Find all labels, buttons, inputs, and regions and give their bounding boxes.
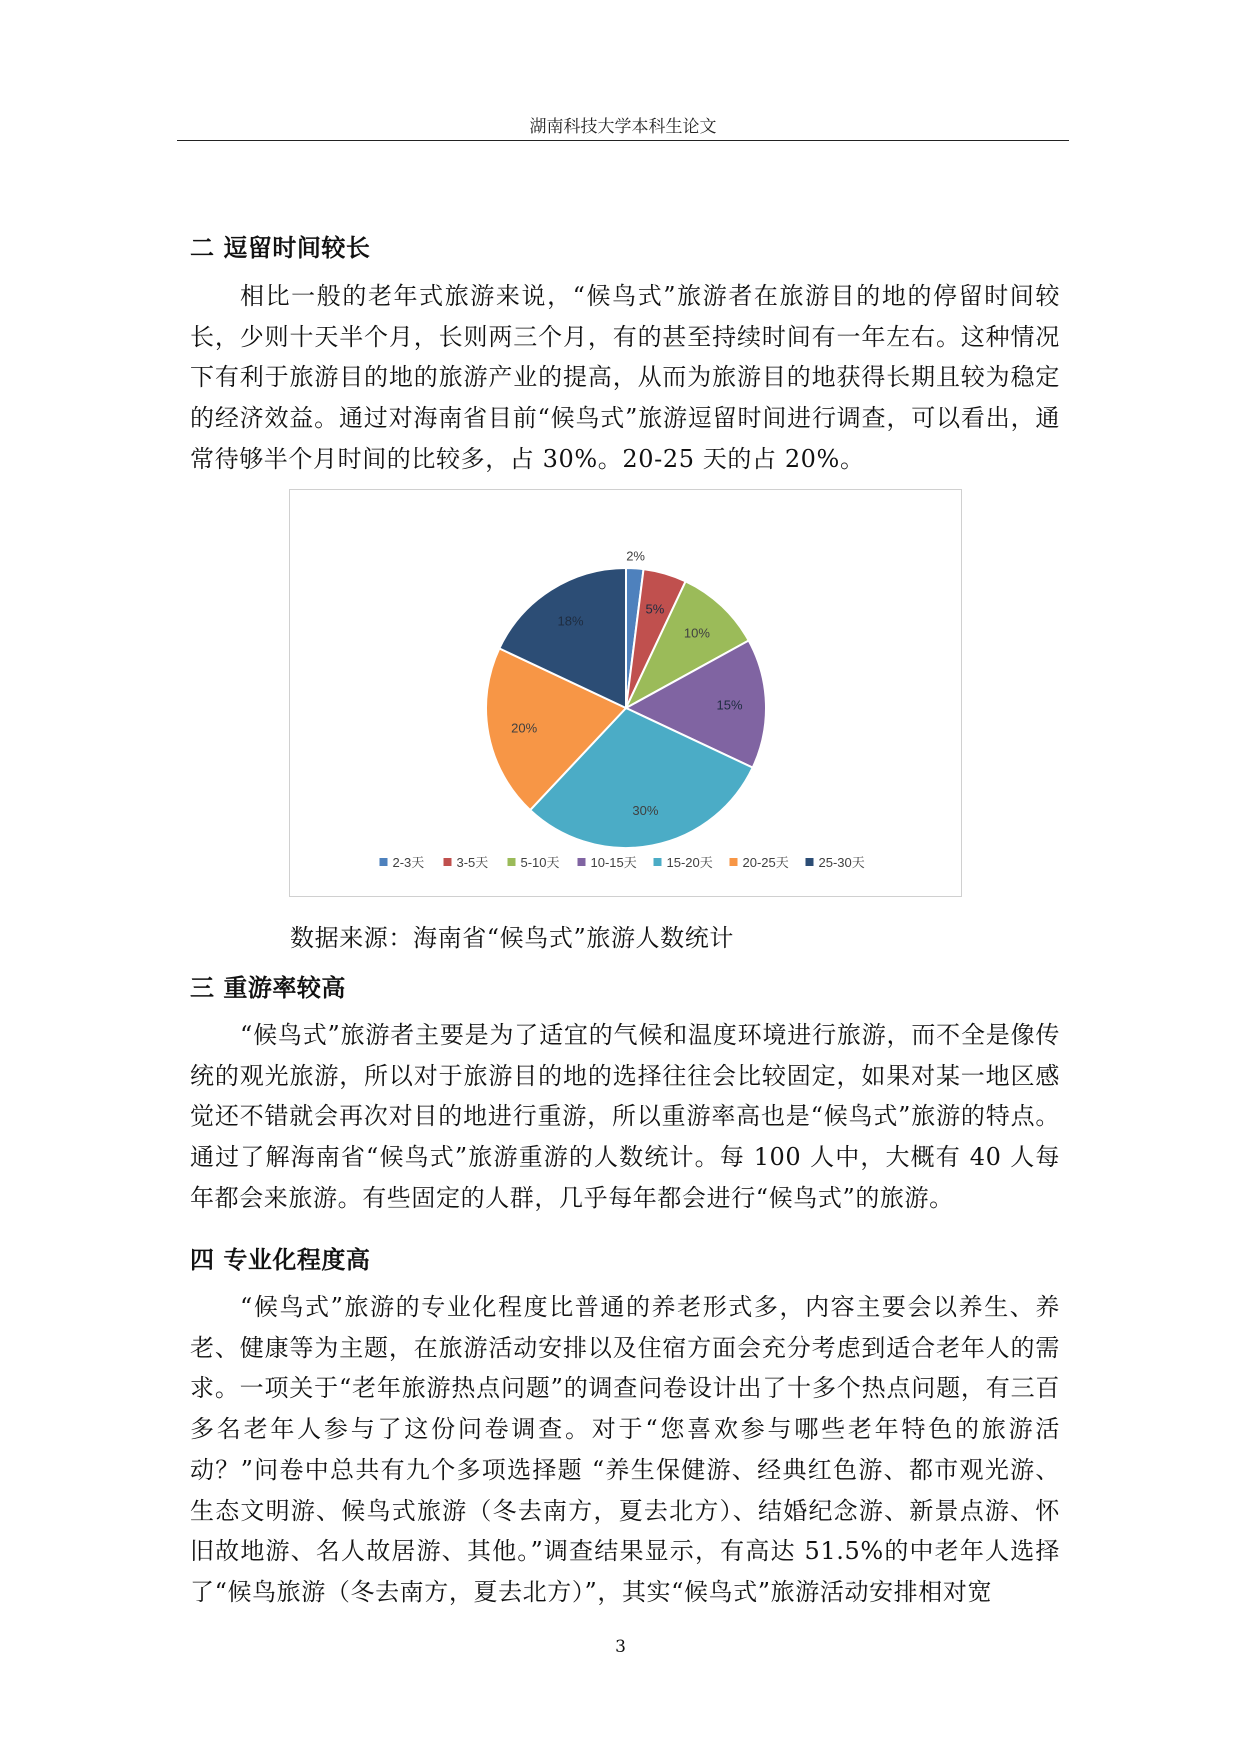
legend-label: 5-10天 <box>520 855 560 870</box>
section-heading-3: 三 重游率较高 <box>190 974 346 1002</box>
header-rule <box>177 140 1069 141</box>
section-paragraph-3: “候鸟式”旅游者主要是为了适宜的气候和温度环境进行旅游，而不全是像传统的观光旅游，所以对于旅游目的地的选择往往会比较固定，如果对某一地区感觉还不错就会再次对目的地进行重游，所以重游率高也是“候鸟式”旅游的特点。通过了解海南省“候鸟式”旅游重游的人数统计。每 100 人中，大概有 40 人每年都会来旅游。有些固定的人群，几乎每年都会进行“候鸟式”的旅游。 <box>190 1021 1060 1212</box>
pie-data-label: 15% <box>716 697 743 713</box>
legend-swatch <box>508 858 516 866</box>
legend-label: 25-30天 <box>818 855 865 870</box>
section-heading-2: 二 逗留时间较长 <box>190 234 371 262</box>
legend-item-5-10天 <box>508 855 560 870</box>
pie-chart-svg <box>290 490 961 896</box>
pie-data-label: 18% <box>557 613 584 629</box>
pie-data-label: 20% <box>511 720 538 736</box>
legend-item-10-15天 <box>578 855 637 870</box>
legend-swatch <box>654 858 662 866</box>
pie-data-label: 2% <box>626 548 645 564</box>
legend-item-15-20天 <box>654 855 713 870</box>
legend-label: 3-5天 <box>456 855 489 870</box>
section-paragraph-2: 相比一般的老年式旅游来说，“候鸟式”旅游者在旅游目的地的停留时间较长，少则十天半个月，长则两三个月，有的甚至持续时间有一年左右。这种情况下有利于旅游目的地的旅游产业的提高，从而为旅游目的地获得长期且较为稳定的经济效益。通过对海南省目前“候鸟式”旅游逗留时间进行调查，可以看出，通常待够半个月时间的比较多，占 30%。20-25 天的占 20%。 <box>190 282 1060 473</box>
legend-label: 20-25天 <box>742 855 789 870</box>
pie-data-label: 10% <box>683 625 710 641</box>
section-paragraph-4: “候鸟式”旅游的专业化程度比普通的养老形式多，内容主要会以养生、养老、健康等为主题，在旅游活动安排以及住宿方面会充分考虑到适合老年人的需求。一项关于“老年旅游热点问题”的调查问卷设计出了十多个热点问题，有三百多名老年人参与了这份问卷调查。对于“您喜欢参与哪些老年特色的旅游活动？”问卷中总共有九个多项选择题 “养生保健游、经典红色游、都市观光游、生态文明游、候鸟式旅游（冬去南方，夏去北方）、结婚纪念游、新景点游、怀旧故地游、名人故居游、其他。”调查结果显示，有高达 51.5%的中老年人选择了“候鸟旅游（冬去南方，夏去北方）”，其实“候鸟式”旅游活动安排相对宽 <box>190 1293 1060 1606</box>
legend-swatch <box>444 858 452 866</box>
pie-data-label: 5% <box>645 601 665 617</box>
legend-item-3-5天 <box>444 855 489 870</box>
legend-label: 2-3天 <box>392 855 425 870</box>
legend-item-2-3天 <box>380 855 425 870</box>
legend-swatch <box>380 858 388 866</box>
page-header: 湖南科技大学本科生论文 <box>529 117 717 137</box>
legend-item-20-25天 <box>730 855 789 870</box>
legend-label: 15-20天 <box>666 855 713 870</box>
figure-caption: 数据来源：海南省“候鸟式”旅游人数统计 <box>290 924 734 952</box>
pie-chart <box>289 489 962 897</box>
legend-swatch <box>730 858 738 866</box>
legend-item-25-30天 <box>806 855 865 870</box>
legend-swatch <box>806 858 814 866</box>
page-number: 3 <box>615 1637 626 1657</box>
legend-swatch <box>578 858 586 866</box>
legend-label: 10-15天 <box>590 855 637 870</box>
pie-data-label: 30% <box>632 802 659 818</box>
section-heading-4: 四 专业化程度高 <box>190 1246 371 1274</box>
